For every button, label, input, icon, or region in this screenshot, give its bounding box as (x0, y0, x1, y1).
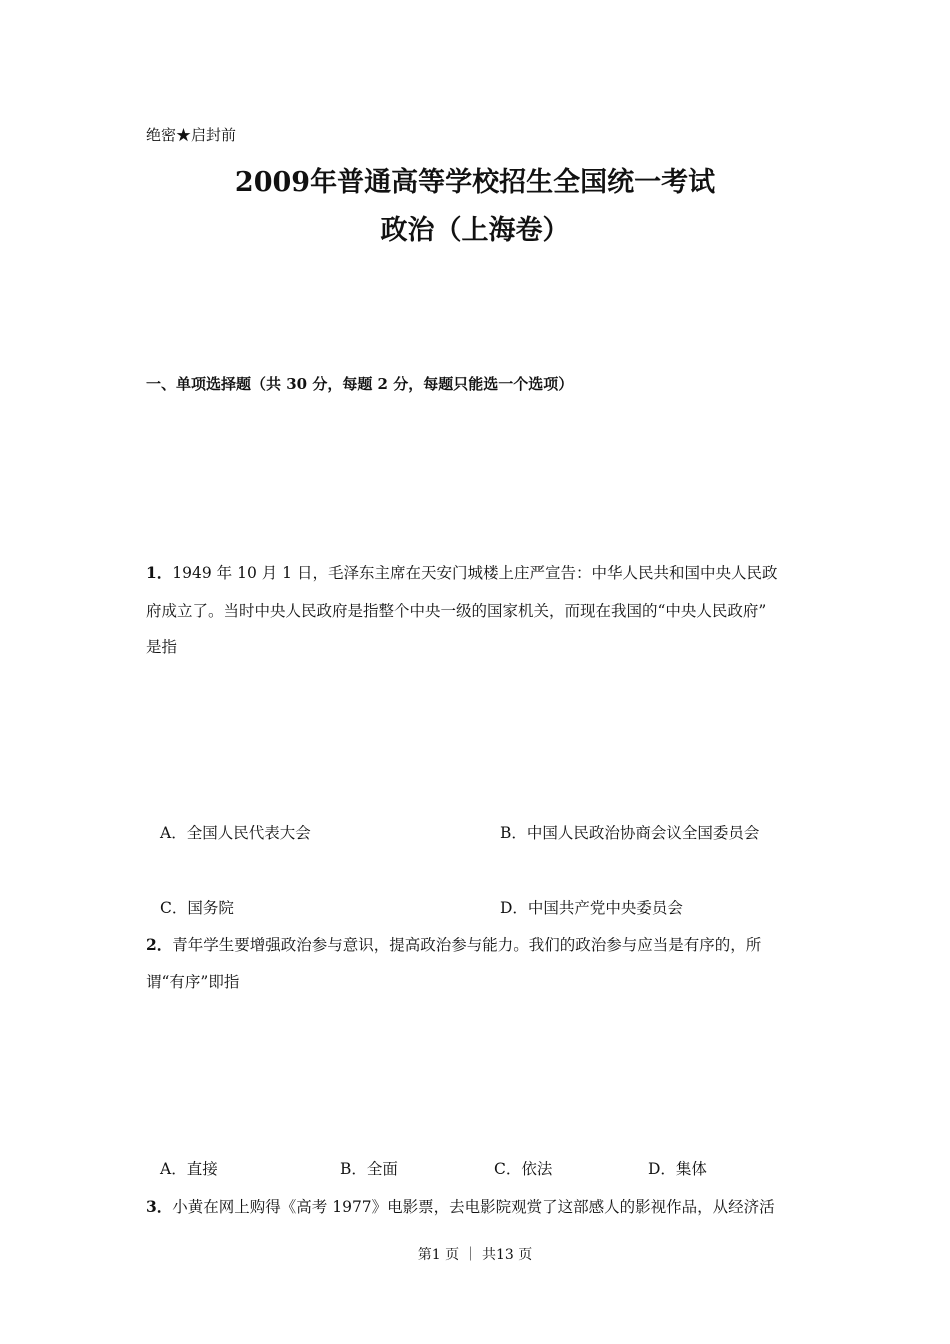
question-2-line-1 (146, 933, 761, 955)
confidential-mark: 绝密★启封前 (146, 126, 237, 144)
question-2-option-c: C．依法 (494, 1160, 553, 1178)
question-1-option-b: B．中国人民政治协商会议全国委员会 (500, 824, 760, 842)
question-2-option-b: B．全面 (340, 1160, 398, 1178)
question-1-line-2: 府成立了。当时中央人民政府是指整个中央一级的国家机关，而现在我国的“中央人民政府” (146, 602, 767, 620)
question-2-option-a: A．直接 (160, 1160, 218, 1178)
question-1-option-c: C．国务院 (160, 899, 234, 917)
question-2-number: 2． (146, 935, 173, 954)
question-3-text-1: 小黄在网上购得《高考 1977》电影票，去电影院观赏了这部感人的影视作品，从经济活 (172, 1198, 775, 1216)
question-1-option-d: D．中国共产党中央委员会 (500, 899, 683, 917)
page-footer: 第1 页 ｜ 共13 页 (417, 1247, 533, 1263)
question-1-option-a: A．全国人民代表大会 (160, 824, 311, 842)
question-1-number: 1． (146, 563, 173, 582)
question-2-text-1: 青年学生要增强政治参与意识，提高政治参与能力。我们的政治参与应当是有序的，所 (172, 936, 762, 954)
exam-title: 2009年普通高等学校招生全国统一考试 (234, 167, 716, 198)
exam-subtitle: 政治（上海卷） (380, 215, 570, 246)
question-1-line-3: 是指 (146, 638, 178, 656)
section-heading: 一、单项选择题（共 30 分，每题 2 分，每题只能选一个选项） (146, 375, 574, 393)
question-2-option-d: D．集体 (648, 1160, 707, 1178)
question-3-number: 3． (146, 1197, 173, 1216)
question-3-line-1 (146, 1195, 775, 1217)
question-2-line-2: 谓“有序”即指 (146, 973, 240, 991)
question-1-line-1 (146, 561, 777, 583)
question-1-text-1: 1949 年 10 月 1 日，毛泽东主席在天安门城楼上庄严宣告：中华人民共和国中央人民政 (172, 564, 778, 582)
